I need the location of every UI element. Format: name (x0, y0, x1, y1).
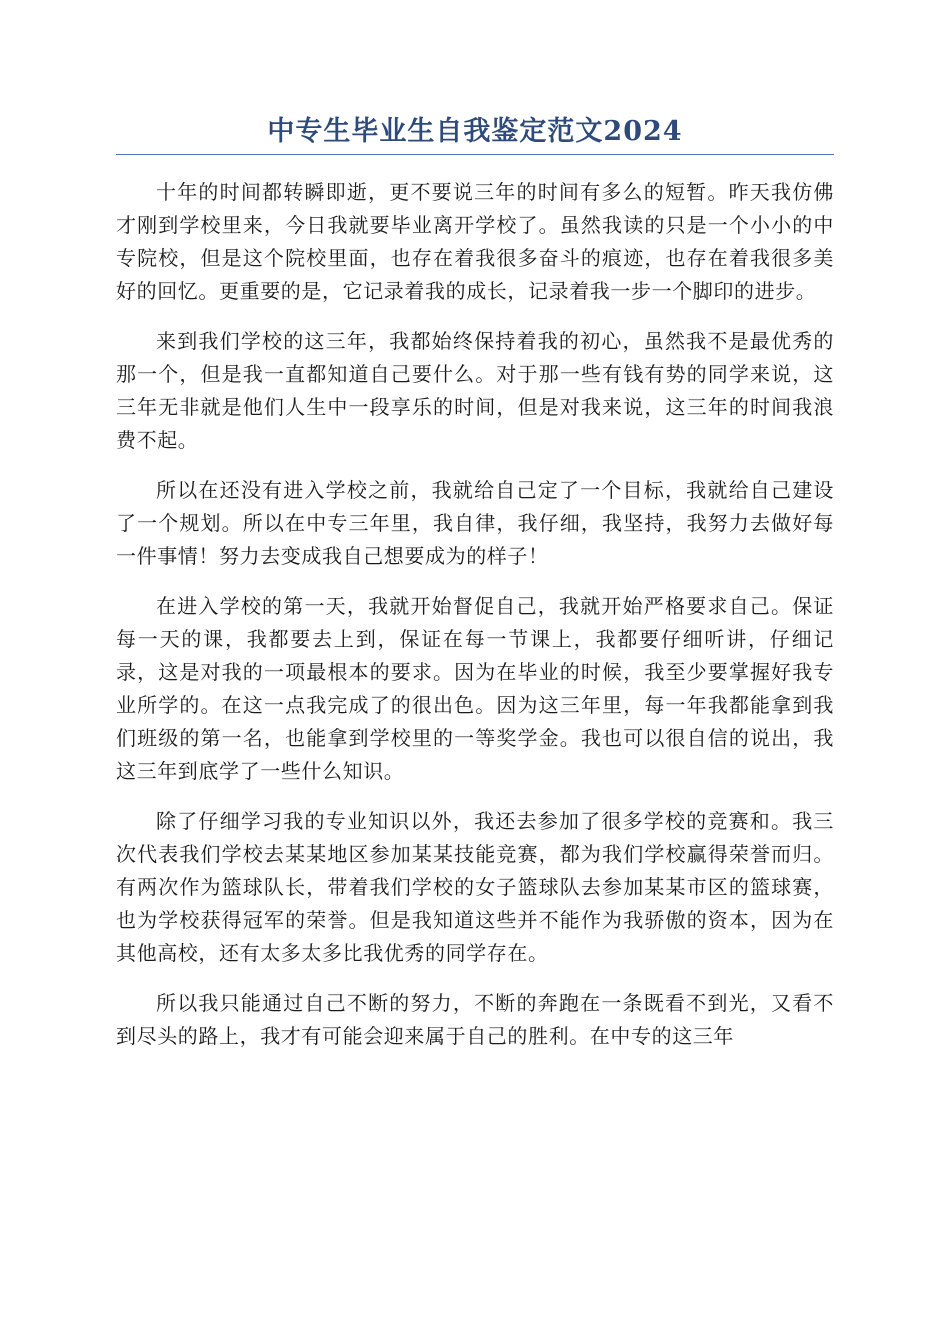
paragraph-1: 十年的时间都转瞬即逝，更不要说三年的时间有多么的短暂。昨天我仿佛才刚到学校里来，今日我就要毕业离开学校了。虽然我读的只是一个小小的中专院校，但是这个院校里面，也存在着我很多奋斗的痕迹，也存在着我很多美好的回忆。更重要的是，它记录着我的成长，记录着我一步一个脚印的进步。 (116, 180, 834, 303)
document-body (116, 176, 834, 1070)
paragraph-3: 所以在还没有进入学校之前，我就给自己定了一个目标，我就给自己建设了一个规划。所以在中专三年里，我自律，我仔细，我坚持，我努力去做好每一件事情！努力去变成我自己想要成为的样子！ (116, 478, 834, 568)
paragraph-4: 在进入学校的第一天，我就开始督促自己，我就开始严格要求自己。保证每一天的课，我都要去上到，保证在每一节课上，我都要仔细听讲，仔细记录，这是对我的一项最根本的要求。因为在毕业的时候，我至少要掌握好我专业所学的。在这一点我完成了的很出色。因为这三年里，每一年我都能拿到我们班级的第一名，也能拿到学校里的一等奖学金。我也可以很自信的说出，我这三年到底学了一些什么知识。 (116, 594, 834, 783)
paragraph-5: 除了仔细学习我的专业知识以外，我还去参加了很多学校的竞赛和。我三次代表我们学校去某某地区参加某某技能竞赛，都为我们学校赢得荣誉而归。有两次作为篮球队长，带着我们学校的女子篮球队去参加某某市区的篮球赛，也为学校获得冠军的荣誉。但是我知道这些并不能作为我骄傲的资本，因为在其他高校，还有太多太多比我优秀的同学存在。 (116, 809, 834, 965)
title-underline (116, 154, 834, 155)
paragraph-2: 来到我们学校的这三年，我都始终保持着我的初心，虽然我不是最优秀的那一个，但是我一直都知道自己要什么。对于那一些有钱有势的同学来说，这三年无非就是他们人生中一段享乐的时间，但是对我来说，这三年的时间我浪费不起。 (116, 329, 834, 452)
paragraph-6: 所以我只能通过自己不断的努力，不断的奔跑在一条既看不到光，又看不到尽头的路上，我才有可能会迎来属于自己的胜利。在中专的这三年 (116, 991, 834, 1048)
document-title: 中专生毕业生自我鉴定范文2024 (267, 116, 683, 147)
